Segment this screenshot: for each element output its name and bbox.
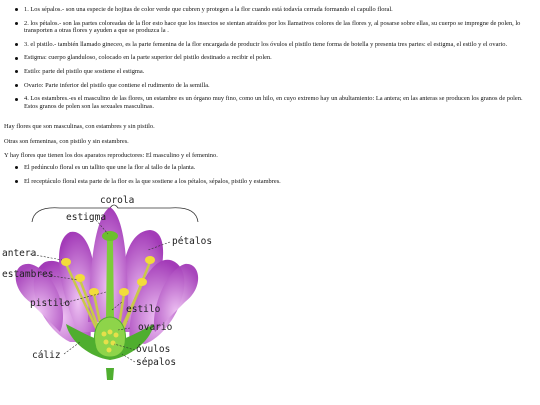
- stigma: [102, 231, 118, 241]
- paragraph: Hay flores que son masculinas, con estambres y sin pistilo.: [4, 123, 155, 130]
- label-ovario: ovario: [138, 322, 173, 333]
- paragraph: Otras son femeninas, con pistilo y sin estambres.: [4, 138, 129, 145]
- flower-structure-list: [6, 164, 530, 191]
- list-item: 4. Los estambres.-es el masculino de las flores, un estambre es un órgano muy fino, como un hilo, en cuyo extremo hay un abultamiento: La antera; en las anteras se producen los granos de polen. Estos granos de polen son las sexuales masculinas.: [6, 95, 530, 110]
- label-estilo: estilo: [126, 304, 161, 315]
- label-estigma: estigma: [66, 212, 107, 223]
- label-corola: corola: [100, 195, 135, 206]
- list-item: 3. el pistilo.- también llamado gineceo, es la parte femenina de la flor encargada de producir los óvulos el pistilo tiene forma de botella y presenta tres partes: el estigma, el estilo y el ovario.: [6, 41, 530, 49]
- label-estambres: estambres: [2, 269, 54, 280]
- flower-parts-list: [6, 6, 530, 116]
- label-caliz: cáliz: [32, 350, 61, 361]
- list-item: Estigma: cuerpo glanduloso, colocado en la parte superior del pistilo destinado a recibir el polen.: [6, 54, 530, 62]
- style: [106, 240, 114, 320]
- list-item: El receptáculo floral esta parte de la flor es la que sostiene a los pétalos, sépalos, pistilo y estambres.: [6, 178, 530, 186]
- list-item: 2. los pétalos.- son las partes coloreadas de la flor esto hace que los insectos se sientan atraídos por los llamativos colores de las flores y, al posarse sobre ellas, su cuerpo se impregne de polen, lo transporten a otras flores y ayuden a que se produzca la .: [6, 20, 530, 35]
- label-petalos: pétalos: [172, 236, 213, 247]
- list-item: El pedúnculo floral es un tallito que une la flor al tallo de la planta.: [6, 164, 530, 172]
- label-pistilo: pistilo: [30, 298, 71, 309]
- stem: [106, 368, 114, 380]
- paragraph: Y hay flores que tienen los dos aparatos reproductores: El masculino y el femenino.: [4, 152, 218, 159]
- list-item: 1. Los sépalos.- son una especie de hojitas de color verde que cubren y protegen a la flor cuando está todavía cerrada formando el capullo floral.: [6, 6, 530, 14]
- list-item: Estilo: parte del pistilo que sostiene el estigma.: [6, 68, 530, 76]
- list-item: Ovario: Parte inferior del pistilo que contiene el rudimento de la semilla.: [6, 82, 530, 90]
- label-ovulos: óvulos: [136, 344, 171, 355]
- label-antera: antera: [2, 248, 37, 259]
- label-sepalos: sépalos: [136, 357, 177, 368]
- flower-diagram: [0, 192, 220, 380]
